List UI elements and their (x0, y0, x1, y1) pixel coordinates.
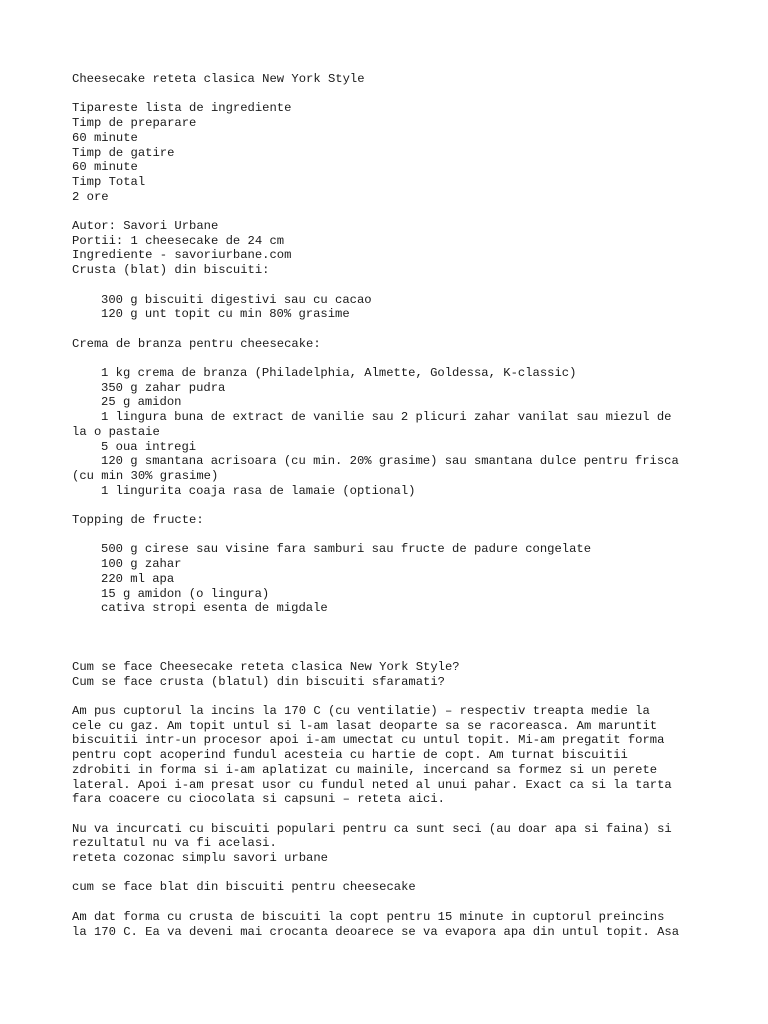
cream-heading: Crema de branza pentru cheesecake: (72, 336, 321, 351)
list-item: 25 g amidon (101, 395, 182, 410)
document-body (72, 72, 702, 939)
topping-heading: Topping de fructe: (72, 513, 204, 527)
paragraph-line: la 170 C. Ea va deveni mai crocanta deoarece se va evapora apa din untul topit. Asa (72, 924, 680, 939)
paragraph-line: Am pus cuptorul la incins la 170 C (cu ventilatie) – respectiv treapta medie la (72, 704, 650, 718)
list-item-continuation: la o pastaie (72, 424, 160, 439)
list-item: cativa stropi esenta de migdale (101, 601, 328, 616)
paragraph-line: biscuitii intr-un procesor apoi i-am umectat cu untul topit. Mi-am pregatit forma (72, 733, 665, 748)
crust-howto-heading: Cum se face crusta (blatul) din biscuiti sfaramati? (72, 674, 445, 689)
topping-ingredients (72, 542, 702, 616)
cook-time-value: 60 minute (72, 160, 138, 175)
paragraph-line: cele cu gaz. Am topit untul si l-am lasat deoparte sa se racoreasca. Am maruntit (72, 718, 658, 733)
prep-time-value: 60 minute (72, 130, 138, 145)
instructions-paragraph-1 (72, 704, 702, 807)
crust-subheading: cum se face blat din biscuiti pentru cheesecake (72, 880, 416, 895)
list-item: 500 g cirese sau visine fara samburi sau fructe de padure congelate (101, 542, 592, 557)
recipe-title: Cheesecake reteta clasica New York Style (72, 72, 365, 86)
recipe-meta (72, 219, 702, 278)
list-item: 350 g zahar pudra (101, 380, 226, 395)
paragraph-line: Am dat forma cu crusta de biscuiti la copt pentru 15 minute in cuptorul preincins (72, 909, 665, 924)
related-recipe-link[interactable]: reteta cozonac simplu savori urbane (72, 851, 328, 866)
prep-time-label: Timp de preparare (72, 116, 197, 131)
list-item: 220 ml apa (101, 571, 175, 586)
cook-time-label: Timp de gatire (72, 145, 175, 160)
list-item: 5 oua intregi (101, 439, 197, 454)
list-item-continuation: (cu min 30% grasime) (72, 468, 219, 483)
instructions-paragraph-3 (72, 910, 702, 939)
list-item: 1 kg crema de branza (Philadelphia, Almette, Goldessa, K-classic) (101, 365, 577, 380)
author-line: Autor: Savori Urbane (72, 219, 219, 233)
paragraph-line: Nu va incurcati cu biscuiti populari pentru ca sunt seci (au doar apa si faina) si (72, 821, 672, 836)
instructions-paragraph-2 (72, 822, 702, 866)
paragraph-line: fara coacere cu ciocolata si capsuni – reteta aici. (72, 792, 445, 807)
list-item: 120 g smantana acrisoara (cu min. 20% grasime) sau smantana dulce pentru frisca (101, 454, 679, 469)
howto-heading: Cum se face Cheesecake reteta clasica New York Style? (72, 659, 460, 674)
ingredients-source-line: Ingrediente - savoriurbane.com (72, 248, 292, 263)
list-item: 120 g unt topit cu min 80% grasime (101, 307, 350, 322)
howto-headings (72, 660, 702, 689)
paragraph-line: rezultatul nu va fi acelasi. (72, 836, 277, 851)
total-time-value: 2 ore (72, 189, 109, 204)
cream-ingredients (72, 366, 702, 498)
portions-line: Portii: 1 cheesecake de 24 cm (72, 233, 285, 248)
list-item: 1 lingura buna de extract de vanilie sau 2 plicuri zahar vanilat sau miezul de (101, 410, 672, 425)
paragraph-line: lateral. Apoi i-am presat usor cu fundul neted al unui pahar. Exact ca si la tarta (72, 777, 672, 792)
crust-heading: Crusta (blat) din biscuiti: (72, 263, 270, 278)
total-time-label: Timp Total (72, 174, 146, 189)
print-ingredients-link[interactable]: Tipareste lista de ingrediente (72, 101, 292, 116)
crust-ingredients (72, 293, 702, 322)
list-item: 100 g zahar (101, 557, 182, 572)
recipe-info (72, 101, 702, 204)
list-item: 300 g biscuiti digestivi sau cu cacao (101, 292, 372, 307)
paragraph-line: pentru copt acoperind fundul acesteia cu hartie de copt. Am turnat biscuitii (72, 748, 628, 763)
list-item: 15 g amidon (o lingura) (101, 586, 270, 601)
list-item: 1 lingurita coaja rasa de lamaie (optional) (101, 483, 416, 498)
paragraph-line: zdrobiti in forma si i-am aplatizat cu mainile, incercand sa formez si un perete (72, 762, 658, 777)
